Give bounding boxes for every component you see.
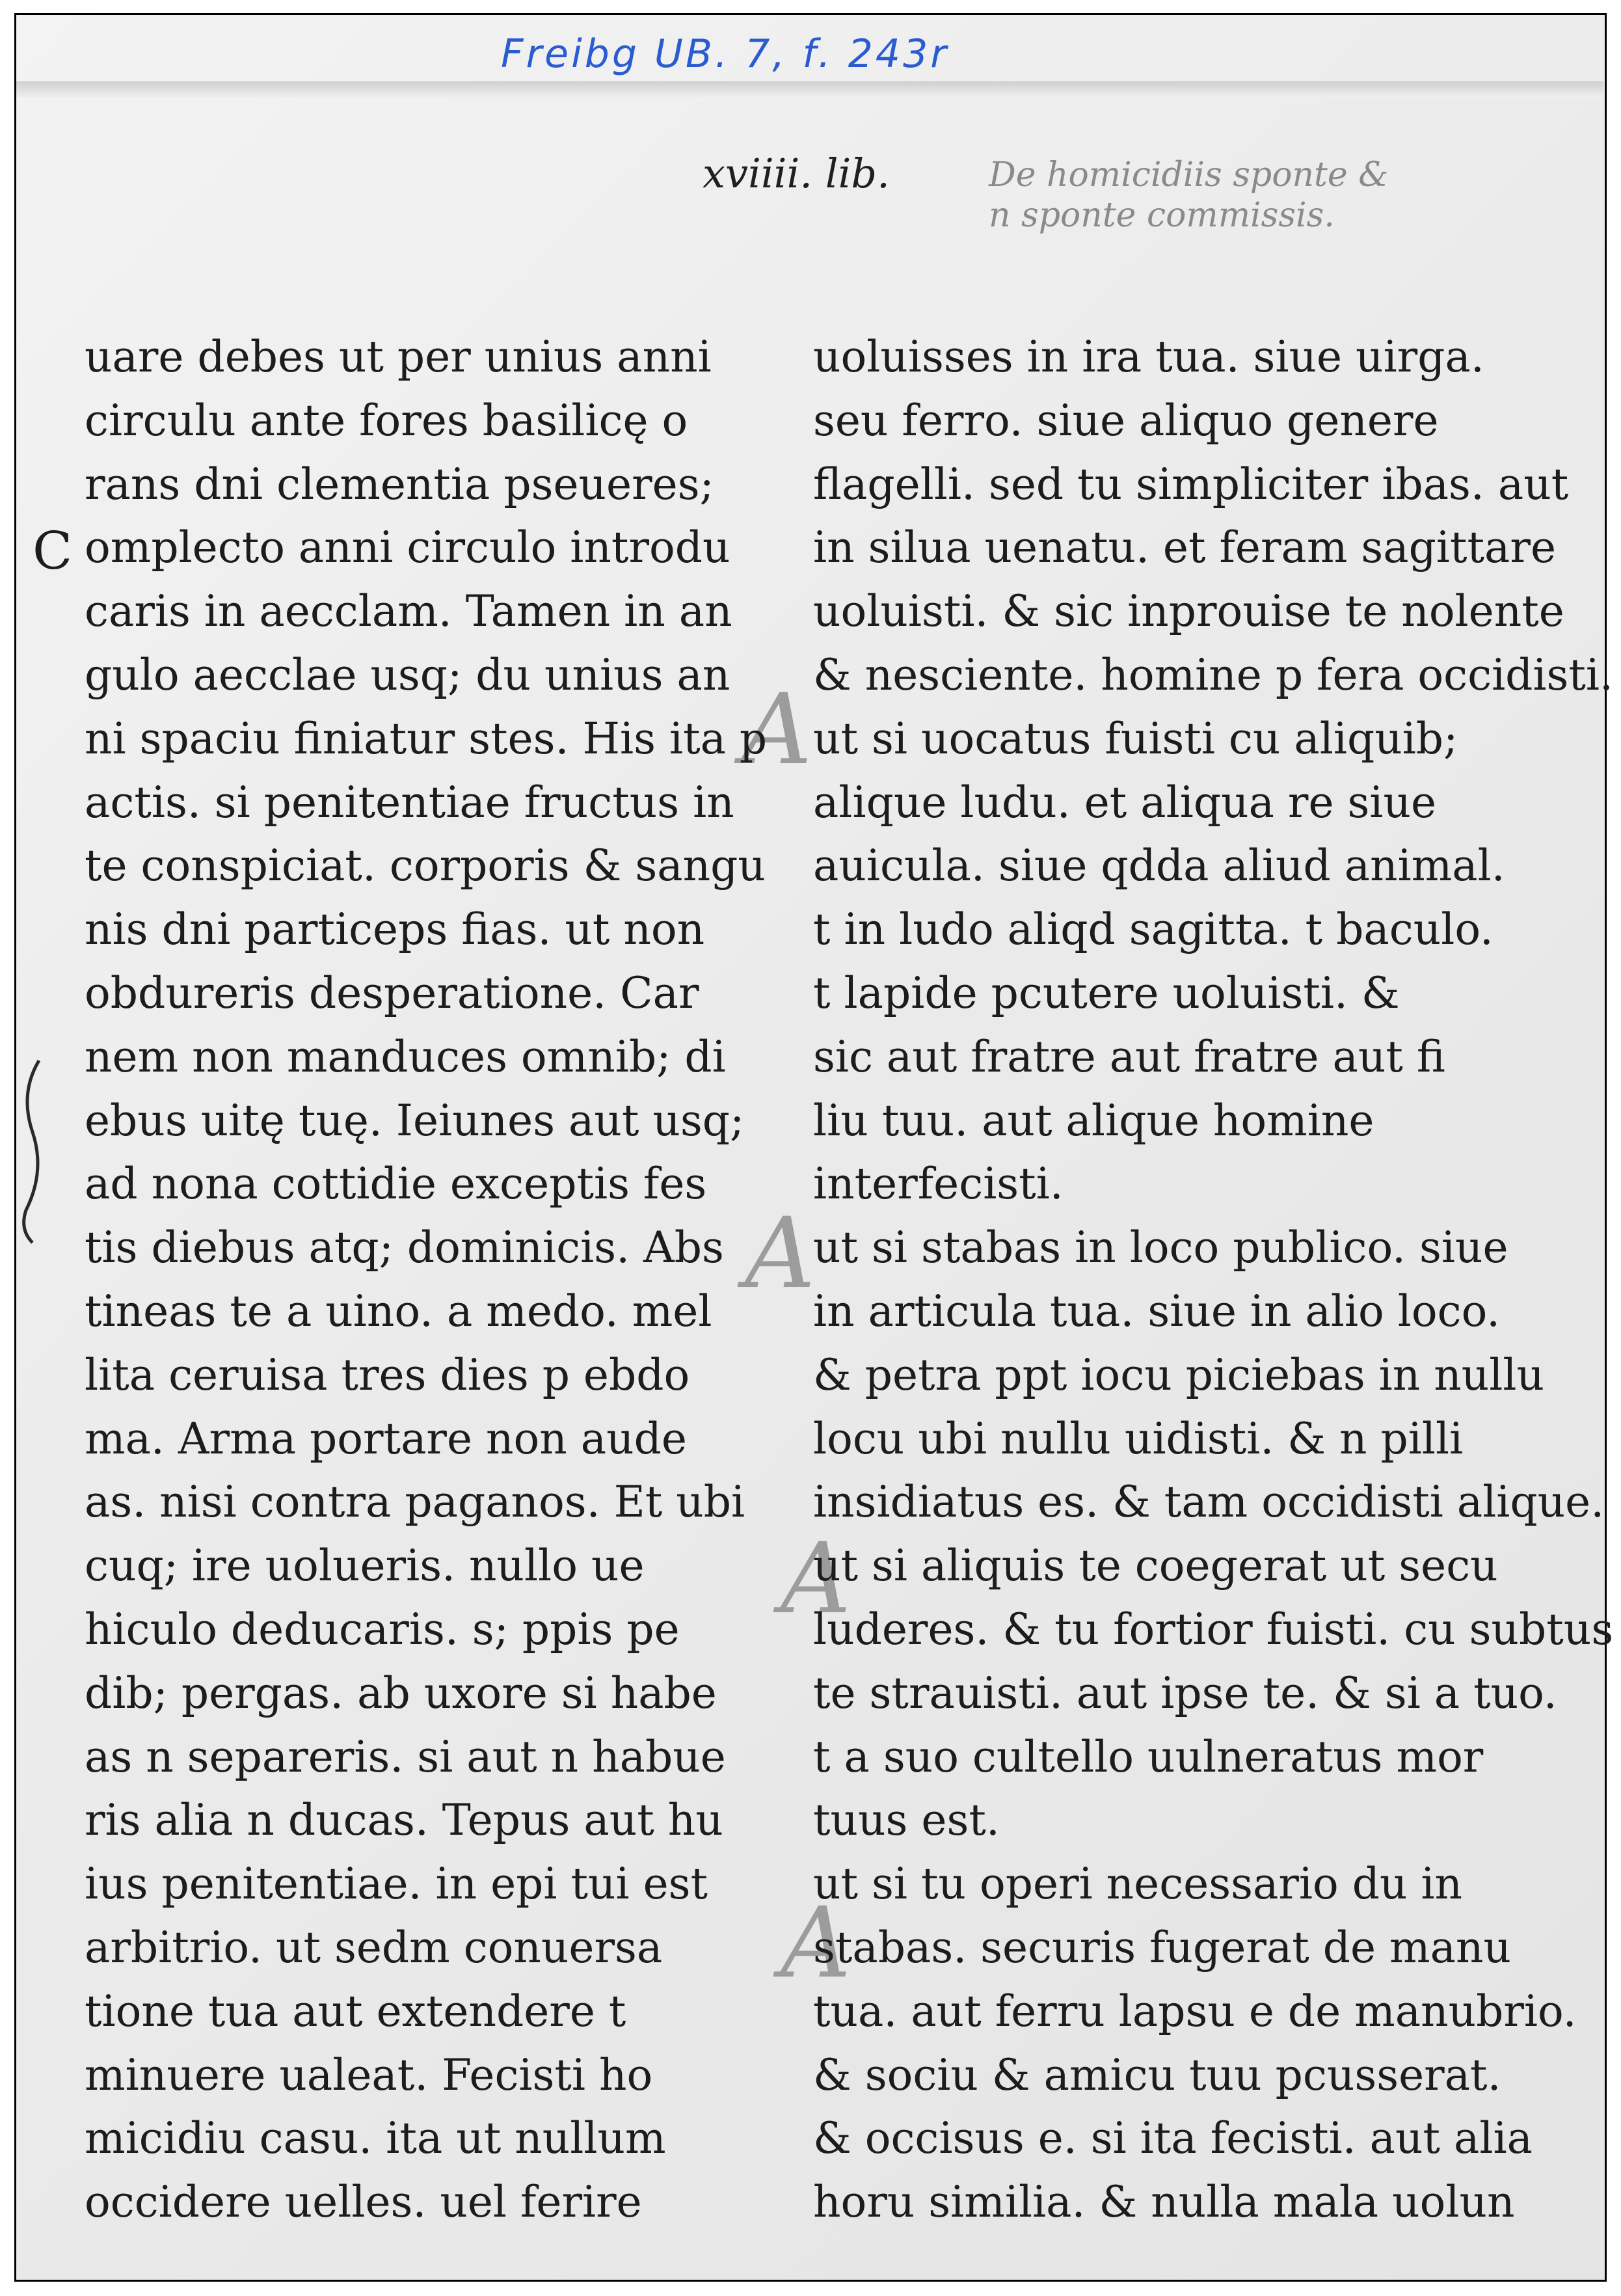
text-line: ni spaciu finiatur stes. His ita p xyxy=(85,713,768,764)
text-line: obdureris desperatione. Car xyxy=(85,967,699,1018)
text-line: insidiatus es. & tam occidisti alique. xyxy=(813,1477,1605,1528)
text-line: alique ludu. et aliqua re siue xyxy=(813,777,1437,828)
text-line: auicula. siue qdda aliud animal. xyxy=(813,841,1505,891)
initial-letter-c: C xyxy=(33,520,73,581)
text-line: uoluisses in ira tua. siue uirga. xyxy=(813,332,1484,382)
text-line: circulu ante fores basilicę o xyxy=(85,395,688,446)
left-text-column xyxy=(85,325,787,2234)
text-line: dib; pergas. ab uxore si habe xyxy=(85,1668,717,1718)
annotation-line: n sponte commissis. xyxy=(989,196,1335,235)
text-line: sic aut fratre aut fratre aut fi xyxy=(813,1031,1445,1082)
text-line: lita ceruisa tres dies p ebdo xyxy=(85,1349,690,1400)
text-line: in articula tua. siue in alio loco. xyxy=(813,1286,1501,1336)
text-line: & occisus e. si ita fecisti. aut alia xyxy=(813,2113,1533,2164)
text-line: as n separeris. si aut n habue xyxy=(85,1731,726,1782)
text-line: ut si aliquis te coegerat ut secu xyxy=(813,1541,1498,1591)
text-line: actis. si penitentiae fructus in xyxy=(85,777,734,828)
text-line: te strauisti. aut ipse te. & si a tuo. xyxy=(813,1668,1557,1718)
text-line: ut si tu operi necessario du in xyxy=(813,1859,1463,1910)
text-line: arbitrio. ut sedm conuersa xyxy=(85,1922,663,1973)
shelfmark-label: Freibg UB. 7, f. 243r xyxy=(501,31,949,77)
text-line: ius penitentiae. in epi tui est xyxy=(85,1859,708,1910)
text-line: ut si uocatus fuisti cu aliquib; xyxy=(813,713,1458,764)
text-line: minuere ualeat. Fecisti ho xyxy=(85,2049,653,2100)
marginal-annotation xyxy=(989,155,1389,236)
text-line: hiculo deducaris. s; ppis pe xyxy=(85,1604,680,1654)
text-line: luderes. & tu fortior fuisti. cu subtus xyxy=(813,1604,1614,1654)
scan-edge xyxy=(16,81,1603,98)
text-line: flagelli. sed tu simpliciter ibas. aut xyxy=(813,459,1569,509)
text-line: micidiu casu. ita ut nullum xyxy=(85,2113,666,2164)
text-line: seu ferro. siue aliquo genere xyxy=(813,395,1439,446)
text-line: nem non manduces omnib; di xyxy=(85,1031,726,1082)
text-line: tineas te a uino. a medo. mel xyxy=(85,1286,712,1336)
text-line: cuq; ire uolueris. nullo ue xyxy=(85,1541,645,1591)
text-line: locu ubi nullu uidisti. & n pilli xyxy=(813,1413,1464,1464)
text-line: ad nona cottidie exceptis fes xyxy=(85,1159,707,1209)
book-rubric: xviiii. lib. xyxy=(703,150,890,197)
text-line: ut si stabas in loco publico. siue xyxy=(813,1222,1508,1273)
initial-letter-a: A xyxy=(742,673,812,787)
annotation-line: De homicidiis sponte & xyxy=(989,155,1389,195)
text-line: gulo aecclae usq; du unius an xyxy=(85,649,730,700)
text-line: tuus est. xyxy=(813,1795,1000,1846)
text-line: uare debes ut per unius anni xyxy=(85,332,712,382)
text-line: & sociu & amicu tuu pcusserat. xyxy=(813,2049,1501,2100)
initial-letter-a: A xyxy=(781,1522,851,1636)
text-line: stabas. securis fugerat de manu xyxy=(813,1922,1511,1973)
text-line: te conspiciat. corporis & sangu xyxy=(85,841,766,891)
text-line: horu similia. & nulla mala uolun xyxy=(813,2177,1515,2228)
text-line: interfecisti. xyxy=(813,1159,1064,1209)
text-line: occidere uelles. uel ferire xyxy=(85,2177,642,2228)
marginal-bracket-mark xyxy=(13,1054,52,1249)
text-line: t a suo cultello uulneratus mor xyxy=(813,1731,1484,1782)
text-line: tis diebus atq; dominicis. Abs xyxy=(85,1222,724,1273)
text-line: tione tua aut extendere t xyxy=(85,1986,626,2036)
right-text-column xyxy=(813,325,1614,2234)
text-line: nis dni particeps fias. ut non xyxy=(85,904,705,955)
text-line: in silua uenatu. et feram sagittare xyxy=(813,522,1557,573)
text-line: t lapide pcutere uoluisti. & xyxy=(813,967,1400,1018)
text-line: omplecto anni circulo introdu xyxy=(85,522,730,573)
text-line: liu tuu. aut alique homine xyxy=(813,1095,1374,1146)
text-line: & petra ppt iocu piciebas in nullu xyxy=(813,1349,1544,1400)
text-line: as. nisi contra paganos. Et ubi xyxy=(85,1477,745,1528)
text-line: ebus uitę tuę. Ieiunes aut usq; xyxy=(85,1095,745,1146)
text-line: rans dni clementia pseueres; xyxy=(85,459,714,509)
text-line: ris alia n ducas. Tepus aut hu xyxy=(85,1795,723,1846)
text-line: ma. Arma portare non aude xyxy=(85,1413,687,1464)
text-line: & nesciente. homine p fera occidisti. xyxy=(813,649,1614,700)
initial-letter-a: A xyxy=(781,1887,851,2000)
text-line: caris in aecclam. Tamen in an xyxy=(85,586,732,637)
initial-letter-a: A xyxy=(745,1197,816,1310)
text-line: uoluisti. & sic inprouise te nolente xyxy=(813,586,1564,637)
text-line: t in ludo aliqd sagitta. t baculo. xyxy=(813,904,1494,955)
text-line: tua. aut ferru lapsu e de manubrio. xyxy=(813,1986,1577,2036)
